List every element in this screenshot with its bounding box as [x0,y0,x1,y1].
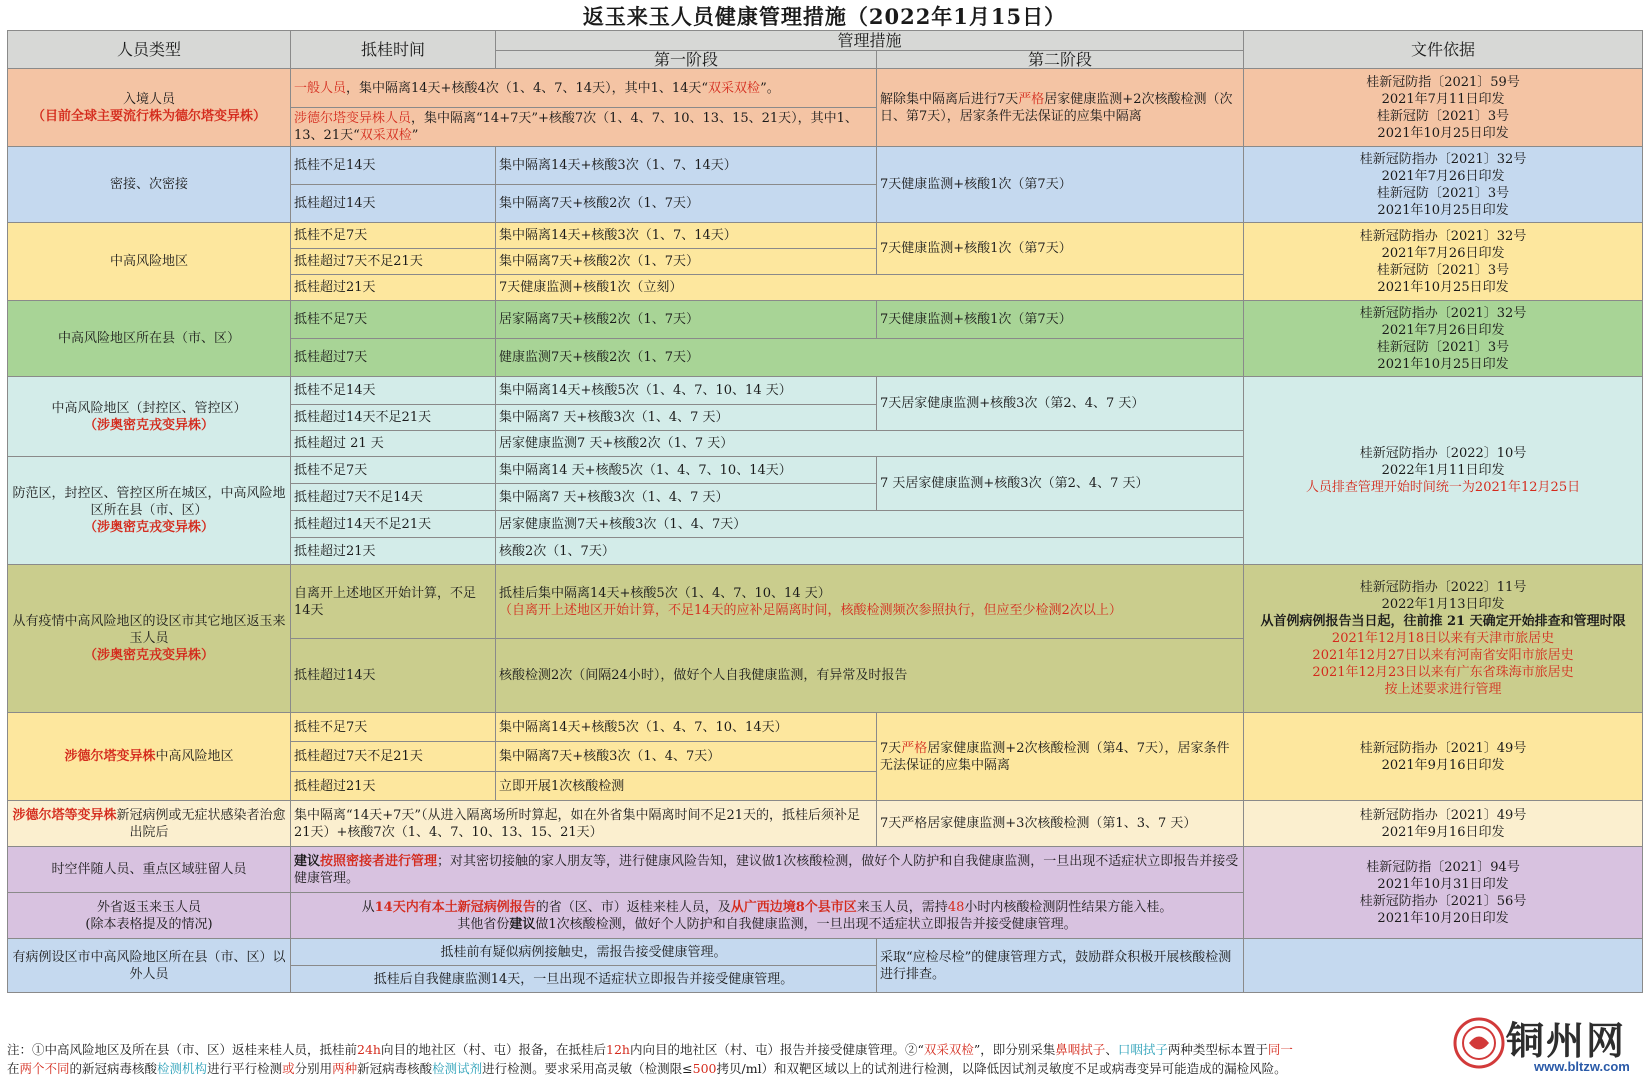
row-risk-county-basis: 桂新冠防指办〔2021〕32号 2021年7月26日印发 桂新冠防〔2021〕3号 2021年10月25日印发 [1244,301,1643,377]
phase1-measure: 集中隔离“14天+7天”（从进入隔离场所时算起，如在外省集中隔离时间不足21天的，抵桂后须补足21天）+核酸7次（1、4、7、10、13、15、21天） [291,801,877,847]
row-risk-county-type: 中高风险地区所在县（市、区） [8,301,291,377]
row-lockdown-type: 中高风险地区（封控区、管控区） （涉奥密克戎变异株） [8,377,291,457]
phase1-measure: 集中隔离7天+核酸2次（1、7天） [496,249,877,275]
row-risk-area-basis: 桂新冠防指办〔2021〕32号 2021年7月26日印发 桂新冠防〔2021〕3号 2021年10月25日印发 [1244,223,1643,301]
arrival-time: 抵桂超过21天 [291,772,496,801]
row-risk-area-type: 中高风险地区 [8,223,291,301]
row-recovered-type: 涉德尔塔等变异株新冠病例或无症状感染者治愈出院后 [8,801,291,847]
phase1-measure: 居家健康监测7天+核酸3次（1、4、7天） [496,511,1244,538]
row-inbound-type [8,69,291,147]
row-inbound-phase2: 解除集中隔离后进行7天严格居家健康监测+2次核酸检测（次日、第7天），居家条件无法保证的应集中隔离 [877,69,1244,147]
site-watermark-name: 铜州网 [1506,1018,1627,1063]
phase1-measure: 7天健康监测+核酸1次（立刻） [496,275,1244,301]
row-spacetime-type: 时空伴随人员、重点区域驻留人员 [8,847,291,893]
arrival-time: 抵桂不足14天 [291,377,496,405]
phase1-measure: 集中隔离14天+核酸3次（1、7、14天） [496,147,877,185]
phase2-measure: 7 天居家健康监测+核酸3次（第2、4、7 天） [877,457,1244,511]
header-person-type: 人员类型 [8,31,291,69]
phase2-measure: 7天健康监测+核酸1次（第7天） [877,147,1244,223]
row-epidemic-city-basis: 桂新冠防指办〔2022〕11号 2022年1月13日印发 从首例病例报告当日起，往前推 21 天确定开始排查和管理时限 2021年12月18日以来有天津市旅居史 2021年12月27日以来有河南省安阳市旅居史 2021年12月23日以来有广东省珠海市旅居史 按上述要求进行管理 [1244,565,1643,713]
row-inbound-basis: 桂新冠防指〔2021〕59号 2021年7月11日印发 桂新冠防〔2021〕3号 2021年10月25日印发 [1244,69,1643,147]
arrival-time: 抵桂不足7天 [291,713,496,742]
phase1-measure: 抵桂后集中隔离14天+核酸5次（1、4、7、10、14 天） （自离开上述地区开始计算，不足14天的应补足隔离时间，核酸检测频次参照执行，但应至少检测2次以上） [496,565,1244,639]
phase1-measure: 集中隔离14 天+核酸5次（1、4、7、10、14天） [496,457,877,484]
arrival-time: 抵桂超过7天不足21天 [291,249,496,275]
arrival-time: 抵桂超过14天不足21天 [291,511,496,538]
phase1-measure: 抵桂后自我健康监测14天，一旦出现不适症状立即报告并接受健康管理。 [291,966,877,993]
phase2-measure: 7天严格居家健康监测+2次核酸检测（第4、7天），居家条件无法保证的应集中隔离 [877,713,1244,801]
arrival-time: 抵桂超过 21 天 [291,431,496,457]
health-measures-table [7,30,1643,993]
phase1-measure: 核酸检测2次（间隔24小时），做好个人自我健康监测，有异常及时报告 [496,639,1244,713]
site-logo-icon [1452,1016,1506,1070]
arrival-time: 抵桂不足7天 [291,301,496,339]
row-spacetime-basis: 桂新冠防指〔2021〕94号 2021年10月31日印发 桂新冠防指办〔2021〕56号 2021年10月20日印发 [1244,847,1643,939]
arrival-time: 抵桂超过7天 [291,339,496,377]
row-delta-risk-basis: 桂新冠防指办〔2021〕49号 2021年9月16日印发 [1244,713,1643,801]
phase1-measure: 居家健康监测7 天+核酸2次（1、7 天） [496,431,1244,457]
phase1-measure: 集中隔离7天+核酸2次（1、7天） [496,185,877,223]
phase1-measure: 健康监测7天+核酸2次（1、7天） [496,339,1244,377]
row-delta-risk-type: 涉德尔塔变异株中高风险地区 [8,713,291,801]
type-note: （目前全球主要流行株为德尔塔变异株） [31,108,266,124]
arrival-time: 抵桂超过14天不足21天 [291,405,496,431]
row-omicron-basis: 桂新冠防指办〔2022〕10号 2022年1月11日印发 人员排查管理开始时间统一为2021年12月25日 [1244,377,1643,565]
phase1-measure: 集中隔离14天+核酸5次（1、4、7、10、14天） [496,713,877,742]
arrival-time: 抵桂超过21天 [291,275,496,301]
phase1-measure: 集中隔离14天+核酸5次（1、4、7、10、14 天） [496,377,877,405]
row-outside-county-type: 有病例设区市中高风险地区所在县（市、区）以外人员 [8,939,291,993]
phase2-measure: 采取“应检尽检”的健康管理方式，鼓励群众积极开展核酸检测进行排查。 [877,939,1244,993]
phase1-measure: 居家隔离7天+核酸2次（1、7天） [496,301,877,339]
phase1-measure: 立即开展1次核酸检测 [496,772,877,801]
row-precaution-type: 防范区，封控区、管控区所在城区，中高风险地区所在县（市、区） （涉奥密克戎变异株） [8,457,291,565]
arrival-time: 抵桂超过14天 [291,639,496,713]
phase1-measure: 抵桂前有疑似病例接触史，需报告接受健康管理。 [291,939,877,966]
row-close-contact-basis: 桂新冠防指办〔2021〕32号 2021年7月26日印发 桂新冠防〔2021〕3号 2021年10月25日印发 [1244,147,1643,223]
row-other-province-measure: 从14天内有本土新冠病例报告的省（区、市）返桂来桂人员，及从广西边境8个县市区来玉人员，需持48小时内核酸检测阴性结果方能入桂。 其他省份建议做1次核酸检测，做好个人防护和自我健康监测，一旦出现不适症状立即报告并接受健康管理。 [291,893,1244,939]
phase2-measure: 7天居家健康监测+核酸3次（第2、4、7 天） [877,377,1244,431]
row-close-contact-type: 密接、次密接 [8,147,291,223]
header-measures: 管理措施 [496,31,1244,51]
phase1-measure: 集中隔离7 天+核酸3次（1、4、7 天） [496,405,877,431]
arrival-time: 抵桂超过14天 [291,185,496,223]
phase1-measure: 集中隔离14天+核酸3次（1、7、14天） [496,223,877,249]
row-epidemic-city-type: 从有疫情中高风险地区的设区市其它地区返玉来玉人员 （涉奥密克戎变异株） [8,565,291,713]
row-spacetime-measure: 建议按照密接者进行管理；对其密切接触的家人朋友等，进行健康风险告知，建议做1次核酸检测，做好个人防护和自我健康监测，一旦出现不适症状立即报告并接受健康管理。 [291,847,1244,893]
arrival-time: 抵桂超过7天不足21天 [291,742,496,772]
header-phase-1: 第一阶段 [496,51,877,69]
row-inbound-delta: 涉德尔塔变异株人员，集中隔离“14+7天”+核酸7次（1、4、7、10、13、15、21天），其中1、13、21天“双采双检” [291,108,877,147]
arrival-time: 抵桂超过7天不足14天 [291,484,496,511]
arrival-time: 抵桂不足7天 [291,223,496,249]
header-phase-2: 第二阶段 [877,51,1244,69]
arrival-time: 抵桂不足14天 [291,147,496,185]
row-outside-county-basis [1244,939,1643,993]
phase2-measure: 7天健康监测+核酸1次（第7天） [877,223,1244,275]
phase2-measure: 7天健康监测+核酸1次（第7天） [877,301,1244,339]
phase1-measure: 核酸2次（1、7天） [496,538,1244,565]
row-inbound-general: 一般人员，集中隔离14天+核酸4次（1、4、7、14天），其中1、14天“双采双检”。 [291,69,877,108]
row-recovered-basis: 桂新冠防指办〔2021〕49号 2021年9月16日印发 [1244,801,1643,847]
header-basis: 文件依据 [1244,31,1643,69]
footnote: 注：①中高风险地区及所在县（市、区）返桂来桂人员，抵桂前24h向目的地社区（村、屯）报备，在抵桂后12h内向目的地社区（村、屯）报告并接受健康管理。②“双采双检”，即分别采集鼻咽拭子、口咽拭子两种类型标本置于同一 在两个不同的新冠病毒核酸检测机构进行平行检测或分别用两种新冠病毒核酸检测试剂进行检测。要求采用高灵敏（检测限≤500拷贝/ml）和双靶区域以上的试剂进行检测，以降低因试剂灵敏度不足或病毒变异可能造成的漏检风险。 [7,1042,1293,1076]
arrival-time: 抵桂超过21天 [291,538,496,565]
arrival-time: 抵桂不足7天 [291,457,496,484]
phase2-measure: 7天严格居家健康监测+3次核酸检测（第1、3、7 天） [877,801,1244,847]
row-other-province-type: 外省返玉来玉人员 (除本表格提及的情况) [8,893,291,939]
site-watermark-url: www.bltzw.com [1534,1059,1630,1074]
header-arrival-time: 抵桂时间 [291,31,496,69]
document-title: 返玉来玉人员健康管理措施（2022年1月15日） [582,4,1067,29]
type-label: 入境人员 [122,91,175,107]
phase1-measure: 集中隔离7 天+核酸3次（1、4、7 天） [496,484,877,511]
phase1-measure: 集中隔离7天+核酸3次（1、4、7天） [496,742,877,772]
arrival-time: 自离开上述地区开始计算，不足14天 [291,565,496,639]
